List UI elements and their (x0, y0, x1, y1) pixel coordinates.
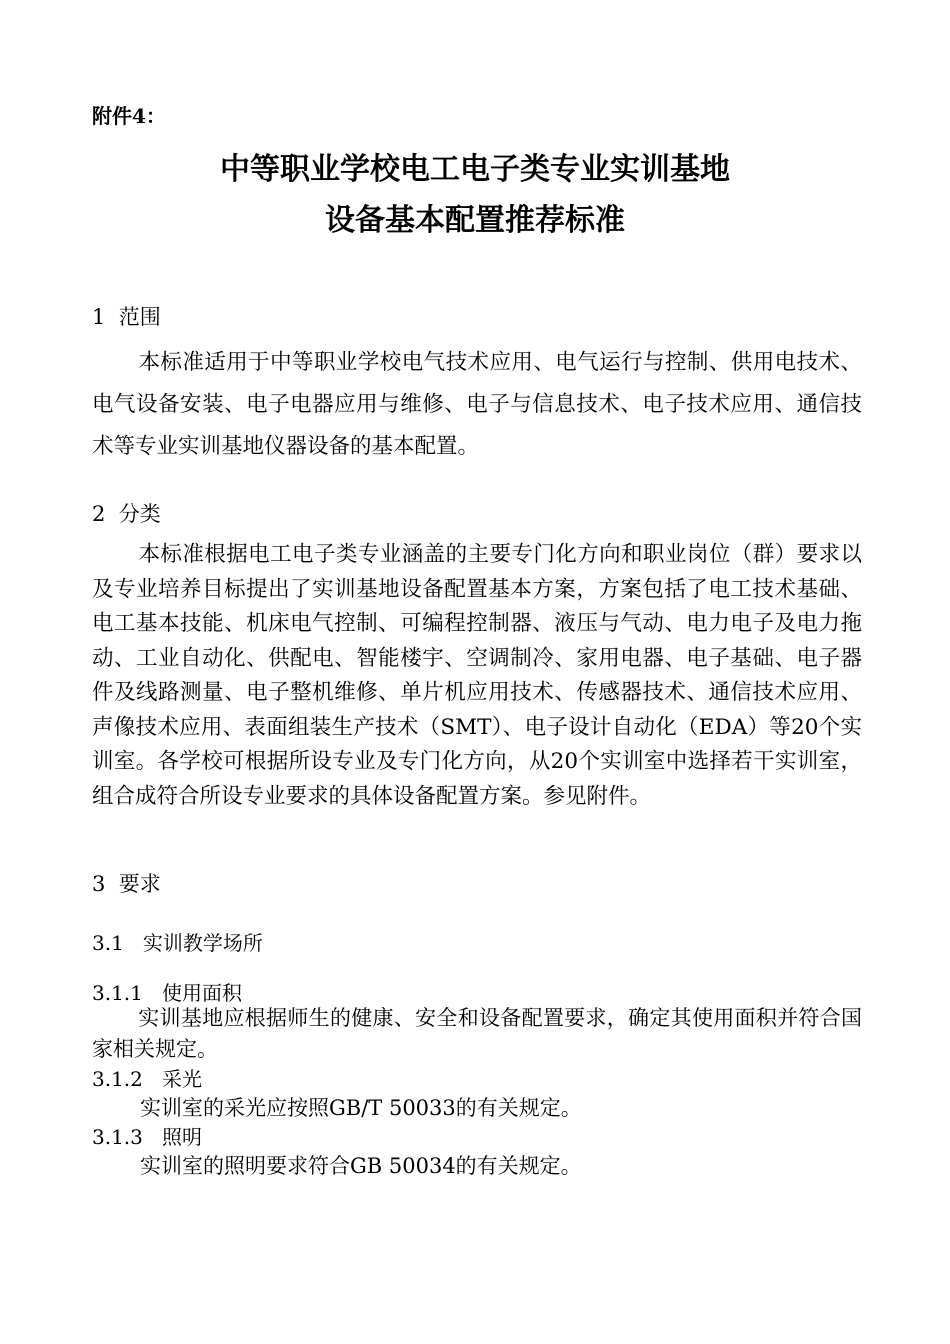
section-1-body (92, 342, 862, 468)
section-3-1-2-body: 实训室的采光应按照GB/T 50033的有关规定。 (140, 1096, 582, 1120)
section-1-body-text: 本标准适用于中等职业学校电气技术应用、电气运行与控制、供用电技术、电气设备安装、电子电器应用与维修、电子与信息技术、电子技术应用、通信技术等专业实训基地仪器设备的基本配置。 (92, 350, 862, 459)
section-3-1-1-body-text: 实训基地应根据师生的健康、安全和设备配置要求，确定其使用面积并符合国家相关规定。 (92, 1006, 862, 1061)
document-title-line-1: 中等职业学校电工电子类专业实训基地 (220, 152, 730, 187)
section-3-1-1-heading: 3.1.1 使用面积 (92, 981, 242, 1005)
section-3-1-3-body: 实训室的照明要求符合GB 50034的有关规定。 (140, 1154, 582, 1178)
section-2-body (92, 538, 862, 814)
section-1-heading: 1 范围 (92, 305, 161, 329)
document-title-line-2: 设备基本配置推荐标准 (325, 203, 625, 238)
section-3-heading: 3 要求 (92, 872, 161, 896)
section-2-heading: 2 分类 (92, 502, 161, 526)
attachment-label: 附件4： (92, 104, 166, 128)
section-2-body-text: 本标准根据电工电子类专业涵盖的主要专门化方向和职业岗位（群）要求以及专业培养目标提出了实训基地设备配置基本方案，方案包括了电工技术基础、电工基本技能、机床电气控制、可编程控制器、液压与气动、电力电子及电力拖动、工业自动化、供配电、智能楼宇、空调制冷、家用电器、电子基础、电子器件及线路测量、电子整机维修、单片机应用技术、传感器技术、通信技术应用、声像技术应用、表面组装生产技术（SMT）、电子设计自动化（EDA）等20个实训室。各学校可根据所设专业及专门化方向，从20个实训室中选择若干实训室，组合成符合所设专业要求的具体设备配置方案。参见附件。 (92, 542, 862, 809)
section-3-1-2-heading: 3.1.2 采光 (92, 1067, 202, 1091)
section-3-1-3-heading: 3.1.3 照明 (92, 1125, 202, 1149)
section-3-1-heading: 3.1 实训教学场所 (92, 931, 263, 955)
section-3-1-1-body (92, 1003, 862, 1065)
